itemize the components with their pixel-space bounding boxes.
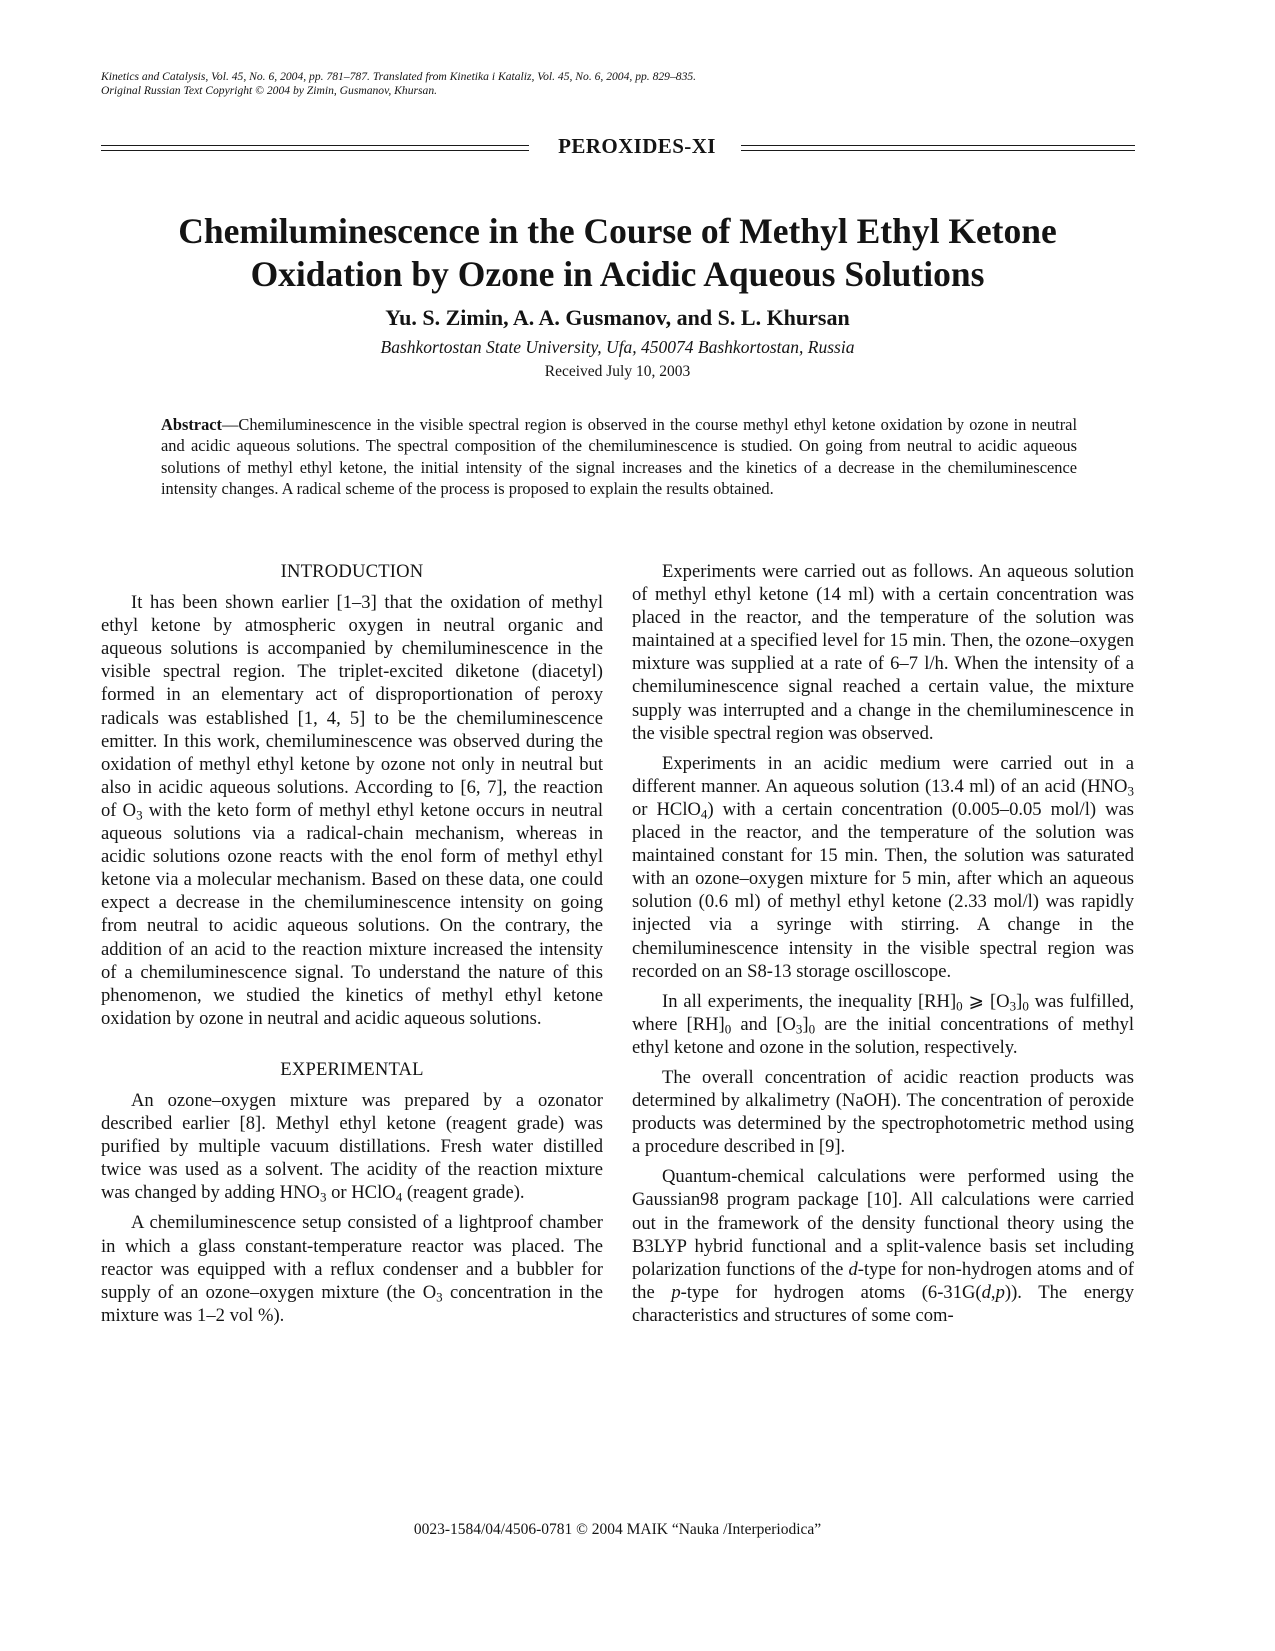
procedure-paragraph-neutral: Experiments were carried out as follows. An aqueous solution of methyl ethyl ketone (14 ml) with a certain concentration was placed in the reactor, and the temperature of the solution was maintained at a specified level for 15 min. Then, the ozone–oxygen mixture was supplied at a rate of 6–7 l/h. When the intensity of a chemiluminescence signal reached a certain value, the mixture supply was interrupted and a change in the chemiluminescence in the visible spectral region was observed.	[632, 561, 1134, 744]
double-rule-left	[101, 145, 529, 151]
section-heading-experimental: EXPERIMENTAL	[280, 1058, 424, 1080]
left-column	[101, 560, 603, 1334]
section-heading-introduction: INTRODUCTION	[280, 561, 424, 582]
received-date: Received July 10, 2003	[544, 363, 691, 380]
experimental-paragraph-2: A chemiluminescence setup consisted of a lightproof chamber in which a glass constant-temperature reactor was placed. The reactor was equipped with a reflux condenser and a bubbler for supply of an ozone–oxygen mixture (the $O_3$ concentration in the mixture was 1–2 vol %).	[101, 1212, 603, 1326]
experimental-paragraph-1: An ozone–oxygen mixture was prepared by a ozonator described earlier [8]. Methyl ethyl ketone (reagent grade) was purified by multiple vacuum distillations. Fresh water distilled twice was used as a solvent. The acidity of the reaction mixture was changed by adding $HNO_3$ or HClO$_4$ (reagent grade).	[101, 1089, 603, 1205]
double-rule-right	[741, 145, 1135, 151]
footer-copyright: 0023-1584/04/4506-0781 © 2004 MAIK “Nauka /Interperiodica”	[413, 1521, 822, 1538]
analysis-paragraph: The overall concentration of acidic reaction products was determined by alkalimetry (NaOH). The concentration of peroxide products was determined by the spectrophotometric method using a procedure described in [9].	[632, 1066, 1134, 1158]
article-title-line-1: Chemiluminescence in the Course of Methyl Ethyl Ketone	[178, 211, 1057, 251]
abstract	[161, 414, 1077, 499]
procedure-paragraph-acidic: Experiments in an acidic medium were carried out in a different manner. An aqueous solution (13.4 ml) of an acid ($HNO_3$ or HClO$_4$) with a certain concentration (0.005–0.05 mol/l) was placed in the reactor, and the temperature of the solution was maintained constant for 15 min. Then, the solution was saturated with an ozone–oxygen mixture for 5 min, after which an aqueous solution (0.6 ml) of methyl ethyl ketone (2.33 mol/l) was rapidly injected via a syringe with stirring. A change in the chemiluminescence intensity in the visible spectral region was recorded on an S8-13 storage oscilloscope.	[632, 752, 1134, 982]
abstract-text: —Chemiluminescence in the visible spectral region is observed in the course methyl ethyl ketone oxidation by ozone in neutral and acidic aqueous solutions. The spectral composition of the chemiluminescence is studied. On going from neutral to acidic aqueous solutions of methyl ethyl ketone, the initial intensity of the signal increases and the kinetics of a decrease in the chemiluminescence intensity changes. A radical scheme of the process is proposed to explain the results obtained.	[161, 415, 1077, 498]
inequality-paragraph: In all experiments, the inequality $[RH]_0$ ⩾ $[O_3]_0$ was fulfilled, where $[RH]_0$ and $[O_3]_0$ are the initial concentrations of methyl ethyl ketone and ozone in the solution, respectively.	[632, 990, 1135, 1058]
intro-paragraph: It has been shown earlier [1–3] that the oxidation of methyl ethyl ketone by atmospheric oxygen in neutral organic and aqueous solutions is accompanied by chemiluminescence in the visible spectral region. The triplet-excited diketone (diacetyl) formed in an elementary act of disproportionation of peroxy radicals was established [1, 4, 5] to be the chemiluminescence emitter. In this work, chemiluminescence was observed during the oxidation of methyl ethyl ketone by ozone not only in neutral but also in acidic aqueous solutions. According to [6, 7], the reaction of $O_3$ with the keto form of methyl ethyl ketone occurs in neutral aqueous solutions via a radical-chain mechanism, whereas in acidic solutions ozone reacts with the enol form of methyl ethyl ketone via a molecular mechanism. Based on these data, one could expect a decrease in the chemiluminescence intensity on going from neutral to acidic aqueous solutions. On the contrary, the addition of an acid to the reaction mixture increased the intensity of a chemiluminescence signal. To understand the nature of this phenomenon, we studied the kinetics of methyl ethyl ketone oxidation by ozone in neutral and acidic aqueous solutions.	[101, 592, 603, 1029]
authors: Yu. S. Zimin, A. A. Gusmanov, and S. L. Khursan	[385, 305, 850, 330]
abstract-label: Abstract	[161, 415, 222, 434]
series-title: PEROXIDES-XI	[558, 134, 716, 158]
affiliation: Bashkortostan State University, Ufa, 450074 Bashkortostan, Russia	[380, 337, 855, 357]
article-title	[100, 210, 1135, 296]
right-column	[632, 560, 1134, 1334]
article-title-line-2: Oxidation by Ozone in Acidic Aqueous Solutions	[250, 254, 985, 294]
quantum-chemical-paragraph: Quantum-chemical calculations were performed using the Gaussian98 program package [10]. All calculations were carried out in the framework of the density functional theory using the B3LYP hybrid functional and a split-valence basis set including polarization functions of the d-type for non-hydrogen atoms and of the p-type for hydrogen atoms (6-31G(d,p)). The energy characteristics and structures of some com-	[632, 1166, 1135, 1326]
journal-header	[101, 70, 1101, 98]
copyright-line: Original Russian Text Copyright © 2004 by Zimin, Gusmanov, Khursan.	[101, 84, 438, 97]
series-banner	[101, 134, 1135, 164]
journal-citation-line: Kinetics and Catalysis, Vol. 45, No. 6, 2004, pp. 781–787. Translated from Kinetika i Kataliz, Vol. 45, No. 6, 2004, pp. 829–835.	[101, 70, 697, 83]
